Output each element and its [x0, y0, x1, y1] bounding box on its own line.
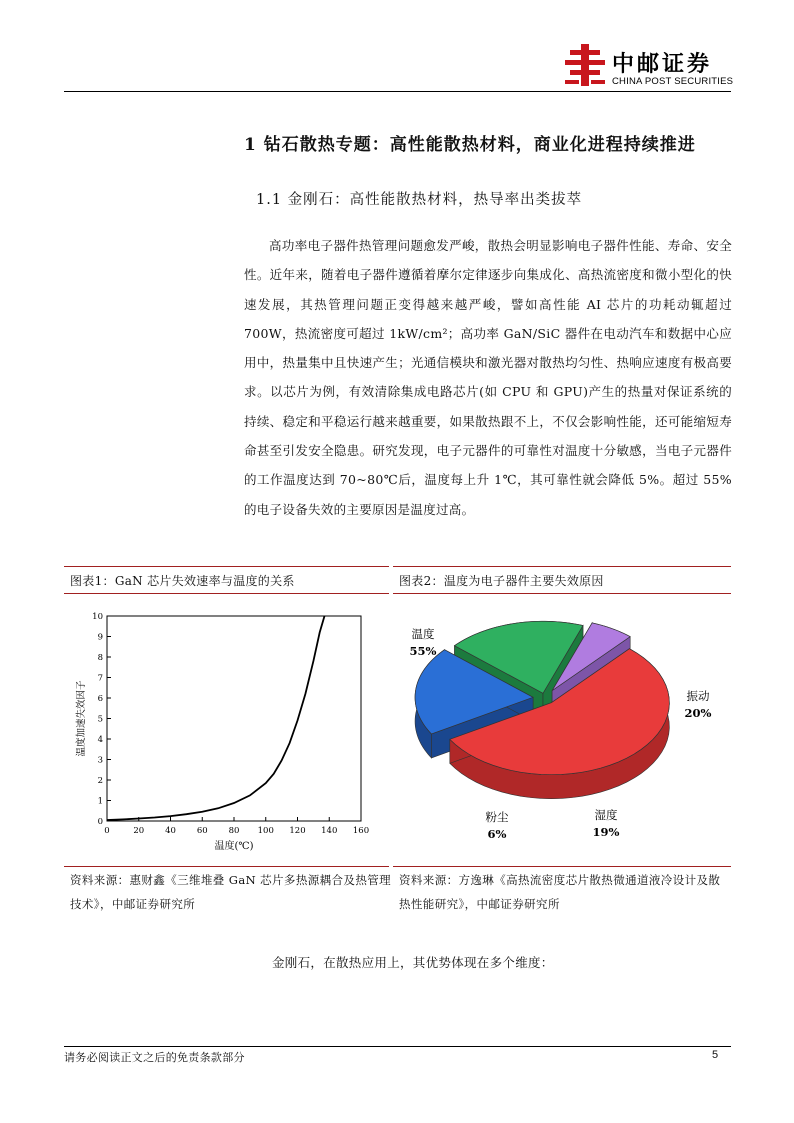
y-tick-label: 2	[97, 776, 103, 786]
figure1-title-rule	[64, 593, 389, 594]
figure2-title-rule	[393, 593, 731, 594]
y-tick-label: 9	[97, 632, 103, 643]
figure2-top-rule	[393, 566, 731, 567]
y-tick-label: 3	[97, 755, 103, 766]
failure-cause-pie-chart	[393, 596, 731, 864]
x-tick-label: 140	[321, 826, 338, 836]
figure2-title: 图表2：温度为电子器件主要失效原因	[399, 574, 604, 588]
pie-label-name: 粉尘	[485, 810, 509, 824]
x-tick-label: 20	[133, 826, 145, 836]
y-tick-label: 7	[97, 673, 103, 684]
x-tick-label: 120	[289, 826, 306, 836]
figure1-source: 资料来源：惠财鑫《三维堆叠 GaN 芯片多热源耦合及热管理技术》，中邮证券研究所	[70, 873, 392, 911]
pie-label-name: 振动	[686, 689, 710, 703]
y-tick-label: 6	[97, 694, 103, 704]
china-post-logo-icon	[562, 42, 608, 88]
section-heading: 1 钻石散热专题：高性能散热材料，商业化进程持续推进	[244, 135, 696, 155]
figure2-bottom-rule	[393, 866, 731, 867]
y-tick-label: 5	[97, 714, 103, 725]
gan-failure-rate-chart	[64, 596, 389, 864]
x-axis-label: 温度(℃)	[214, 841, 254, 852]
y-tick-label: 8	[97, 653, 103, 663]
paragraph-diamond-advantages: 金刚石，在散热应用上，其优势体现在多个维度：	[272, 955, 554, 970]
x-tick-label: 60	[196, 826, 208, 836]
logo-chinese: 中邮证券	[612, 52, 713, 77]
footer-disclaimer: 请务必阅读正文之后的免责条款部分	[64, 1051, 245, 1064]
header-divider	[64, 91, 731, 92]
figure1-top-rule	[64, 566, 389, 567]
pie-label-value: 20%	[684, 706, 712, 720]
pie-label-name: 温度	[411, 627, 435, 641]
plot-area-frame	[107, 616, 361, 821]
pie-label-value: 6%	[487, 827, 507, 841]
x-tick-label: 0	[104, 826, 110, 836]
page-number: 5	[712, 1049, 719, 1061]
y-axis-label: 温度加速失效因子	[76, 680, 87, 757]
y-tick-label: 10	[92, 612, 103, 622]
y-tick-label: 1	[97, 796, 103, 807]
x-tick-label: 100	[257, 826, 274, 836]
body-paragraph: 高功率电子器件热管理问题愈发严峻，散热会明显影响电子器件性能、寿命、安全性。近年来，随着电子器件遵循着摩尔定律逐步向集成化、高热流密度和微小型化的快速发展，其热管理问题正变得越来越严峻，譬如高性能 AI 芯片的功耗动辄超过 700W，热流密度可超过 1kW/cm²；高功率 GaN/SiC 器件在电动汽车和数据中心应用中，热量集中且快速产生；光通信模块和激光器对散热均匀性、热响应速度有极高要求。以芯片为例，有效清除集成电路芯片(如 CPU 和 GPU)产生的热量对保证系统的持续、稳定和平稳运行越来越重要，如果散热跟不上，不仅会影响性能，还可能缩短寿命甚至引发安全隐患。研究发现，电子元器件的可靠性对温度十分敏感，当电子元器件的工作温度达到 70~80℃后，温度每上升 1℃，其可靠性就会降低 5%。超过 55%的电子设备失效的主要原因是温度过高。	[244, 238, 732, 517]
pie-label-value: 55%	[409, 644, 437, 658]
x-tick-label: 160	[352, 826, 370, 836]
x-tick-label: 80	[228, 826, 240, 836]
figure2-source: 资料来源：方逸琳《高热流密度芯片散热微通道液冷设计及散热性能研究》，中邮证券研究所	[399, 873, 721, 911]
subsection-heading: 1.1 金刚石：高性能散热材料，热导率出类拔萃	[256, 192, 583, 208]
figure1-bottom-rule	[64, 866, 389, 867]
x-tick-label: 40	[165, 826, 176, 836]
y-tick-label: 4	[97, 735, 103, 745]
logo-english: CHINA POST SECURITIES	[612, 76, 734, 87]
y-tick-label: 0	[97, 817, 103, 827]
figure1-title: 图表1：GaN 芯片失效速率与温度的关系	[70, 574, 295, 588]
series-line	[107, 616, 325, 820]
pie-label-value: 19%	[592, 825, 620, 839]
pie-label-name: 湿度	[594, 808, 618, 822]
footer-divider	[64, 1046, 731, 1047]
